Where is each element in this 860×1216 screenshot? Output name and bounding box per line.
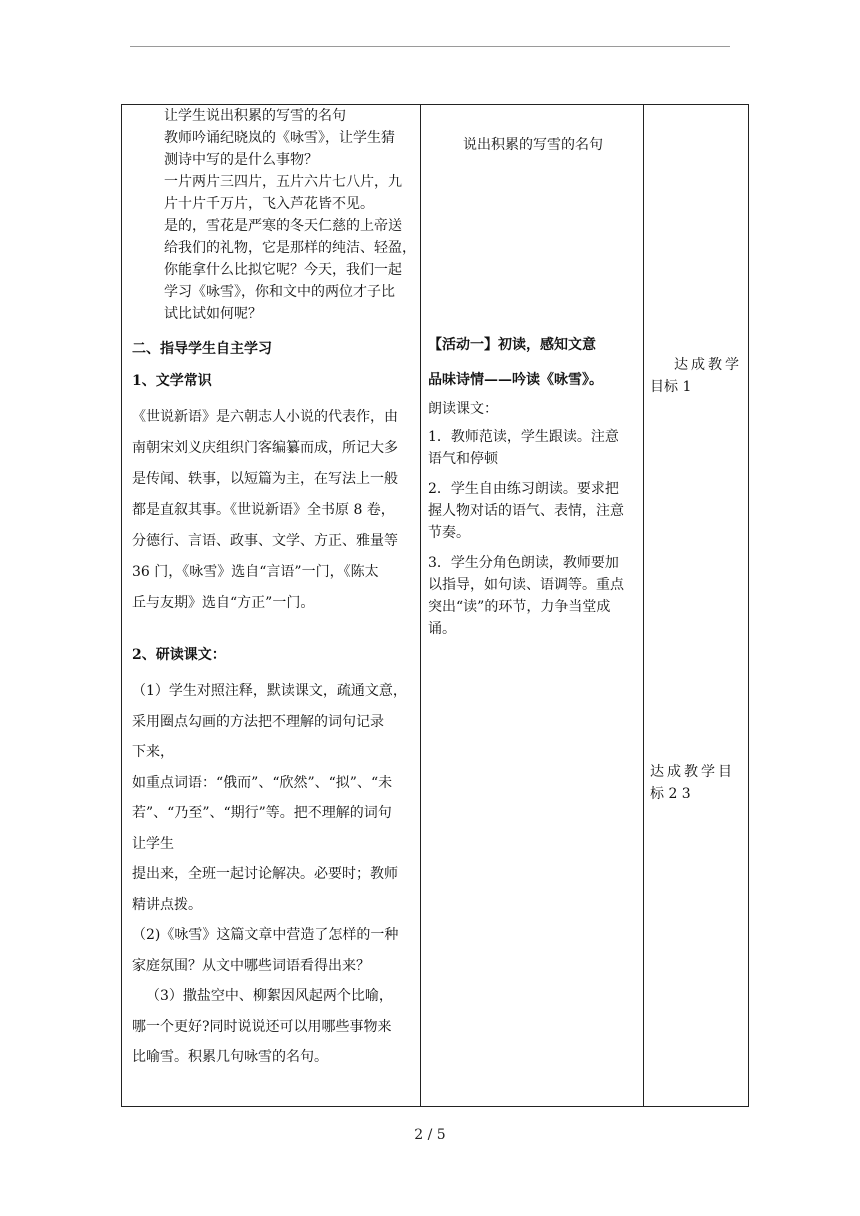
activity-title-line1: 【活动一】初读，感知文意: [428, 337, 596, 353]
literature-paragraph: [132, 402, 414, 619]
text-line: 试比试如何呢？: [164, 306, 262, 322]
text-line: （1）学生对照注释，默读课文，疏通文意，: [132, 683, 407, 699]
text-line: 提出来，全班一起讨论解决。必要时；教师: [132, 866, 398, 882]
text-line: 采用圈点勾画的方法把不理解的词句记录: [132, 713, 384, 730]
text-line: 诵。: [428, 621, 456, 637]
text-line: 以指导，如句读、语调等。重点: [428, 577, 624, 593]
page-number: 2 / 5: [414, 1127, 446, 1143]
column-divider-2: [643, 105, 644, 1106]
header-rule: [130, 46, 730, 47]
text-line: 1．教师范读，学生跟读。注意: [428, 429, 619, 445]
text-line: 学习《咏雪》，你和文中的两位才子比: [164, 284, 395, 300]
text-line: 标 2 3: [650, 786, 691, 802]
text-line: 南朝宋刘义庆组织门客编纂而成，所记大多: [132, 440, 398, 456]
section-heading: 二、指导学生自主学习: [132, 341, 272, 357]
study-paragraph: [132, 676, 414, 1073]
text-line: 目标 1: [650, 379, 692, 395]
text-line: 教师吟诵纪晓岚的《咏雪》，让学生猜: [164, 130, 395, 146]
text-line: 36 门，《咏雪》选自“言语”一门，《陈太: [132, 564, 379, 580]
read-label: 朗读课文：: [428, 401, 498, 417]
goal-1: [650, 354, 742, 398]
text-line: 语气和停顿: [428, 451, 498, 467]
subsection-heading-literature: 1、文学常识: [132, 373, 212, 389]
student-intro: 说出积累的写雪的名句: [463, 137, 603, 153]
text-line: 一片两片三四片，五片六片七八片，九: [164, 174, 402, 190]
activity-title-line2: 品味诗情——吟读《咏雪》。: [428, 372, 603, 388]
text-line: 测诗中写的是什么事物？: [164, 152, 318, 168]
text-line: （3）撒盐空中、柳絮因风起两个比喻，: [146, 988, 393, 1004]
text-line: 是的，雪花是严寒的冬天仁慈的上帝送: [164, 218, 402, 234]
text-line: 节奏。: [428, 525, 470, 541]
text-line: 达成教学: [674, 357, 742, 373]
text-line: 如重点词语：“俄而”、“欣然”、“拟”、“未: [132, 774, 393, 791]
text-line: 2．学生自由练习朗读。要求把: [428, 481, 619, 497]
text-line: 哪一个更好?同时说说还可以用哪些事物来: [132, 1018, 392, 1035]
subsection-heading-study: 2、研读课文：: [132, 647, 226, 663]
text-line: 家庭氛围？从文中哪些词语看得出来？: [132, 957, 370, 974]
text-line: 握人物对话的语气、表情，注意: [428, 503, 624, 519]
text-line: 是传闻、轶事，以短篇为主，在写法上一般: [132, 471, 398, 487]
text-line: 突出“读”的环节，力争当堂成: [428, 599, 611, 615]
text-line: 精讲点拨。: [132, 896, 202, 913]
text-line: 丘与友期》选自“方正”一门。: [132, 595, 315, 611]
text-line: 《世说新语》是六朝志人小说的代表作，由: [132, 409, 398, 425]
text-line: （2)《咏雪》这篇文章中营造了怎样的一种: [132, 927, 399, 943]
text-line: 片十片千万片，飞入芦花皆不见。: [164, 196, 374, 212]
column-divider-1: [420, 105, 421, 1106]
text-line: 给我们的礼物，它是那样的纯洁、轻盈，: [164, 240, 416, 256]
text-line: 你能拿什么比拟它呢？今天，我们一起: [164, 262, 402, 278]
text-line: 都是直叙其事。《世说新语》全书原 8 卷，: [132, 502, 395, 518]
intro-paragraph: [132, 105, 414, 325]
text-line: 下来，: [132, 744, 174, 760]
text-line: 达成教学目: [650, 764, 735, 780]
text-line: 让学生说出积累的写雪的名句: [164, 108, 346, 124]
text-line: 让学生: [132, 835, 174, 852]
text-line: 分德行、言语、政事、文学、方正、雅量等: [132, 533, 398, 549]
text-line: 3．学生分角色朗读，教师要加: [428, 555, 619, 571]
text-line: 比喻雪。积累几句咏雪的名句。: [132, 1049, 328, 1065]
lesson-plan-table: [121, 104, 749, 1107]
text-line: 若”、“乃至”、“期行”等。把不理解的词句: [132, 805, 392, 821]
reading-steps: [428, 426, 638, 640]
goal-2: [650, 761, 742, 805]
